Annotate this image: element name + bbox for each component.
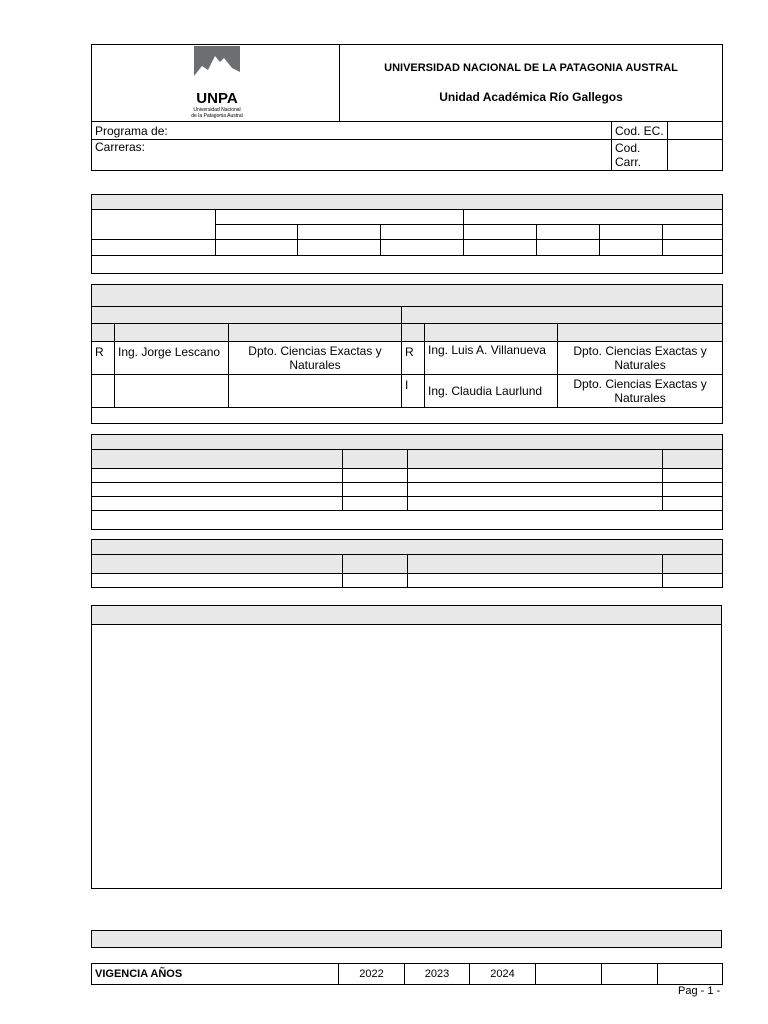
carreras-label: Carreras: [92,140,612,171]
section-3-col-head [92,450,343,469]
section-2-footer [92,408,723,424]
cod-ec-label: Cod. EC. [612,122,668,140]
section-4-col-head [663,555,723,574]
staff-name-a [115,375,229,408]
section-3-cell[interactable] [408,497,663,511]
section-3-cell[interactable] [408,469,663,483]
vigencia-year: 2024 [470,964,536,985]
section-6-header [92,931,722,948]
section-3-cell[interactable] [408,483,663,497]
section-1-subhead [464,225,537,240]
university-name: UNIVERSIDAD NACIONAL DE LA PATAGONIA AUSTRAL [384,62,678,74]
section-3-cell[interactable] [343,483,408,497]
section-1-cell[interactable] [216,240,298,256]
section-2-group-b [402,307,723,324]
logo-text: UNPA [195,89,238,107]
section-1-subhead [216,225,298,240]
section-2-col-head [229,324,402,342]
section-2-col-head [115,324,229,342]
section-2-table [91,284,723,424]
vigencia-label: VIGENCIA AÑOS [92,964,339,985]
section-3-col-head [343,450,408,469]
header-table [91,44,723,171]
section-3-footer [92,511,723,530]
staff-row [92,375,723,408]
section-4-header [92,540,723,555]
section-1-cell[interactable] [464,240,537,256]
staff-name-b: Ing. Luis A. Villanueva [425,342,558,375]
section-5-body[interactable] [92,625,722,889]
section-5-header [92,606,722,625]
staff-role-b: R [402,342,425,375]
vigencia-year[interactable] [602,964,658,985]
title-cell [340,45,723,122]
section-1-subhead [381,225,464,240]
section-3-cell[interactable] [92,483,343,497]
section-3-table [91,434,723,530]
section-1-subhead [600,225,663,240]
section-1-cell[interactable] [600,240,663,256]
section-2-col-head [425,324,558,342]
section-4-col-head [92,555,343,574]
page-number: Pag - 1 - [678,985,721,997]
section-1-rowhead [92,210,216,240]
section-3-col-head [663,450,723,469]
vigencia-year[interactable] [536,964,602,985]
unpa-logo [186,46,246,118]
section-3-cell[interactable] [663,469,723,483]
section-1-cell[interactable] [381,240,464,256]
logo-subtext-1: Universidad Nacional [192,106,241,113]
programa-label: Programa de: [92,122,612,140]
section-4-table [91,539,723,588]
section-3-cell[interactable] [92,469,343,483]
section-4-cell[interactable] [343,574,408,588]
vigencia-year: 2022 [339,964,405,985]
cod-carr-label: Cod. Carr. [612,140,668,171]
logo-subtext-2: de la Patagonia Austral [190,112,243,118]
section-1-cell[interactable] [663,240,723,256]
section-2-header [92,285,723,307]
section-3-cell[interactable] [343,497,408,511]
section-1-subhead [298,225,381,240]
section-4-cell[interactable] [663,574,723,588]
section-5-table [91,605,722,889]
staff-dept-b: Dpto. Ciencias Exactas y Naturales [558,342,723,375]
section-1-group-b [464,210,723,225]
staff-dept-a [229,375,402,408]
section-1-footer [92,256,723,274]
section-1-table [91,194,723,274]
section-1-cell[interactable] [298,240,381,256]
section-3-header [92,435,723,450]
section-1-cell[interactable] [537,240,600,256]
vigencia-table [91,963,723,985]
staff-dept-a: Dpto. Ciencias Exactas y Naturales [229,342,402,375]
section-2-group-a [92,307,402,324]
section-1-subhead [663,225,723,240]
section-2-col-head [402,324,425,342]
staff-role-a [92,375,115,408]
vigencia-year[interactable] [658,964,723,985]
staff-role-b: I [402,375,425,408]
section-3-cell[interactable] [663,483,723,497]
staff-name-a: Ing. Jorge Lescano [115,342,229,375]
academic-unit: Unidad Académica Río Gallegos [439,90,623,104]
section-3-cell[interactable] [663,497,723,511]
section-3-cell[interactable] [343,469,408,483]
section-1-header [92,195,723,210]
staff-row [92,342,723,375]
staff-name-b: Ing. Claudia Laurlund [425,375,558,408]
section-4-col-head [408,555,663,574]
section-1-group-a [216,210,464,225]
section-2-col-head [92,324,115,342]
section-3-col-head [408,450,663,469]
logo-cell [92,45,340,122]
staff-dept-b: Dpto. Ciencias Exactas y Naturales [558,375,723,408]
section-4-cell[interactable] [408,574,663,588]
section-3-cell[interactable] [92,497,343,511]
cod-carr-value[interactable] [668,140,723,171]
section-2-col-head [558,324,723,342]
section-4-col-head [343,555,408,574]
section-4-cell[interactable] [92,574,343,588]
cod-ec-value[interactable] [668,122,723,140]
section-6-table [91,930,722,948]
staff-role-a: R [92,342,115,375]
vigencia-year: 2023 [405,964,470,985]
section-1-subhead [537,225,600,240]
section-1-cell[interactable] [92,240,216,256]
